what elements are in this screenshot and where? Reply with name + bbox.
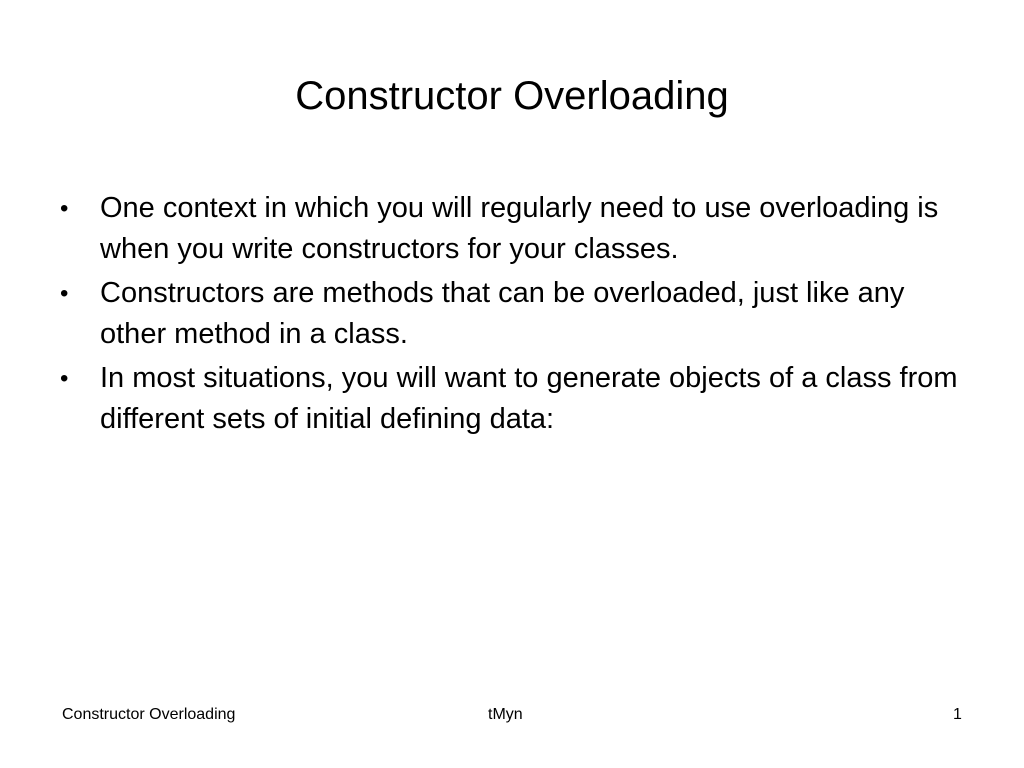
slide-title: Constructor Overloading — [295, 74, 729, 118]
bullet-dot-icon: • — [60, 195, 69, 222]
bullet-text: In most situations, you will want to generate objects of a class from different sets of initial defining data: — [100, 362, 958, 435]
footer-author: tMyn — [488, 706, 523, 723]
footer-title: Constructor Overloading — [62, 706, 236, 723]
bullet-item — [58, 188, 968, 270]
bullet-dot-icon: • — [60, 365, 69, 392]
bullet-text: Constructors are methods that can be overloaded, just like any other method in a class. — [100, 277, 905, 350]
bullet-item — [58, 358, 968, 440]
bullet-list — [58, 188, 968, 443]
page-number: 1 — [953, 706, 962, 723]
bullet-text: One context in which you will regularly need to use overloading is when you write constructors for your classes. — [100, 192, 939, 265]
bullet-dot-icon: • — [60, 280, 69, 307]
bullet-item — [58, 273, 968, 355]
